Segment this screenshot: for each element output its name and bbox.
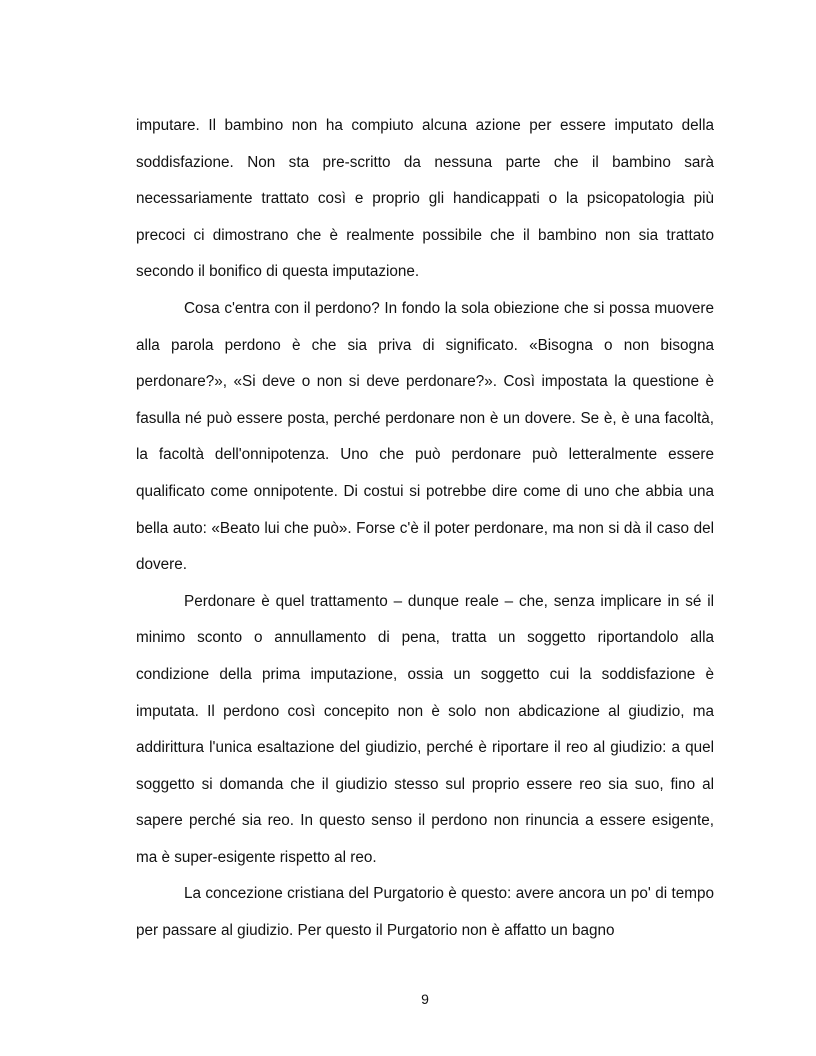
paragraph-2: Cosa c'entra con il perdono? In fondo la sola obiezione che si possa muovere alla parola perdono è che sia priva di significato. «Bisogna o non bisogna perdonare?», «Si deve o non si deve perdonare?». Così impostata la questione è fasulla né può essere posta, perché perdonare non è un dovere. Se è, è una facoltà, la facoltà dell'onnipotenza. Uno che può perdonare può letteralmente essere qualificato come onnipotente. Di costui si potrebbe dire come di uno che abbia una bella auto: «Beato lui che può». Forse c'è il poter perdonare, ma non si dà il caso del dovere. (136, 299, 714, 574)
paragraph-1: imputare. Il bambino non ha compiuto alcuna azione per essere imputato della soddisfazione. Non sta pre-scritto da nessuna parte che il bambino sarà necessariamente trattato così e proprio gli handicappati o la psicopatologia più precoci ci dimostrano che è realmente possibile che il bambino non sia trattato secondo il bonifico di questa imputazione. (136, 117, 714, 281)
paragraph-4: La concezione cristiana del Purgatorio è questo: avere ancora un po' di tempo per passare al giudizio. Per questo il Purgatorio non è affatto un bagno (136, 885, 714, 940)
page-number: 9 (421, 991, 429, 1007)
body-text (136, 108, 714, 950)
paragraph-3: Perdonare è quel trattamento – dunque reale – che, senza implicare in sé il minimo sconto o annullamento di pena, tratta un soggetto riportandolo alla condizione della prima imputazione, ossia un soggetto cui la soddisfazione è imputata. Il perdono così concepito non è solo non abdicazione al giudizio, ma addirittura l'unica esaltazione del giudizio, perché è riportare il reo al giudizio: a quel soggetto si domanda che il giudizio stesso sul proprio essere reo sia suo, fino al sapere perché sia reo. In questo senso il perdono non rinuncia a essere esigente, ma è super-esigente rispetto al reo. (136, 592, 714, 866)
